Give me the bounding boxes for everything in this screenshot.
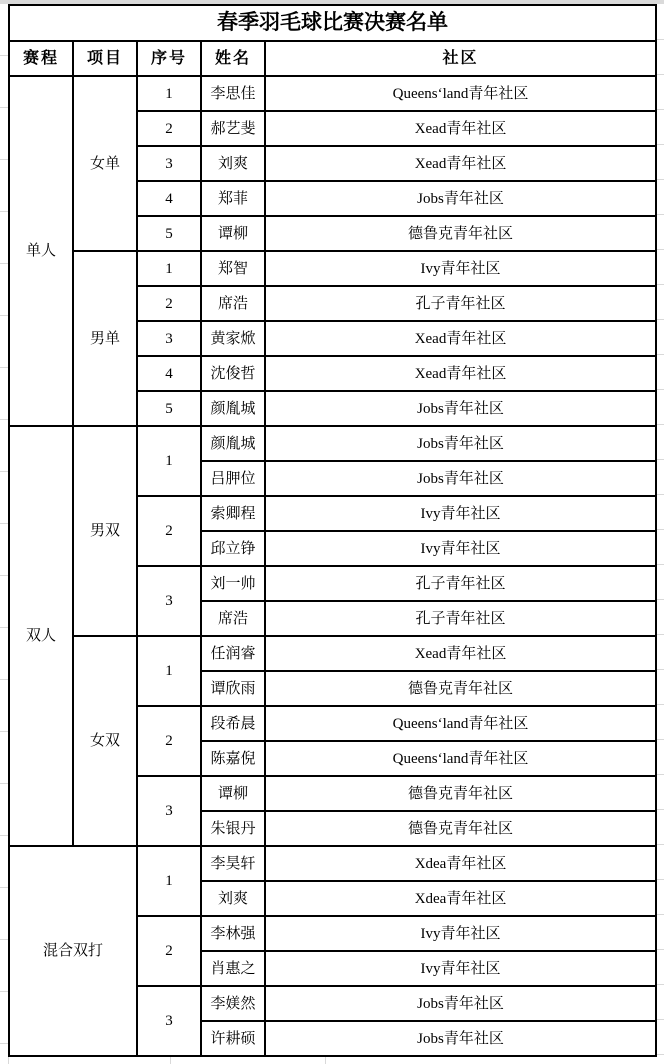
community-cell[interactable]: 孔子青年社区 (265, 566, 656, 601)
header-schedule[interactable]: 赛程 (9, 41, 73, 76)
community-cell[interactable]: Jobs青年社区 (265, 391, 656, 426)
sheet-left-gridline-strip (0, 4, 8, 1055)
no-cell[interactable]: 2 (137, 286, 201, 321)
header-community[interactable]: 社区 (265, 41, 656, 76)
community-cell[interactable]: Ivy青年社区 (265, 951, 656, 986)
no-cell[interactable]: 3 (137, 146, 201, 181)
community-cell[interactable]: Jobs青年社区 (265, 1021, 656, 1056)
header-row (9, 41, 656, 76)
community-cell[interactable]: 孔子青年社区 (265, 286, 656, 321)
no-cell[interactable]: 2 (137, 111, 201, 146)
schedule-cell[interactable]: 双人 (9, 426, 73, 846)
no-cell[interactable]: 1 (137, 426, 201, 496)
no-cell[interactable]: 1 (137, 636, 201, 706)
name-cell[interactable]: 谭柳 (201, 776, 265, 811)
no-cell[interactable]: 3 (137, 566, 201, 636)
no-cell[interactable]: 4 (137, 356, 201, 391)
name-cell[interactable]: 沈俊哲 (201, 356, 265, 391)
no-cell[interactable]: 1 (137, 76, 201, 111)
name-cell[interactable]: 索卿程 (201, 496, 265, 531)
event-cell[interactable]: 男单 (73, 251, 137, 426)
community-cell[interactable]: Jobs青年社区 (265, 461, 656, 496)
community-cell[interactable]: Queens‘land青年社区 (265, 741, 656, 776)
header-event[interactable]: 项目 (73, 41, 137, 76)
name-cell[interactable]: 李昊轩 (201, 846, 265, 881)
community-cell[interactable]: Jobs青年社区 (265, 426, 656, 461)
name-cell[interactable]: 黄家焮 (201, 321, 265, 356)
no-cell[interactable]: 3 (137, 986, 201, 1056)
name-cell[interactable]: 吕胛位 (201, 461, 265, 496)
finals-roster-table (8, 4, 657, 1057)
community-cell[interactable]: 德鲁克青年社区 (265, 776, 656, 811)
community-cell[interactable]: 孔子青年社区 (265, 601, 656, 636)
name-cell[interactable]: 席浩 (201, 601, 265, 636)
no-cell[interactable]: 2 (137, 706, 201, 776)
community-cell[interactable]: Ivy青年社区 (265, 251, 656, 286)
community-cell[interactable]: Xead青年社区 (265, 356, 656, 391)
schedule-cell[interactable]: 混合双打 (9, 846, 137, 1056)
community-cell[interactable]: Jobs青年社区 (265, 181, 656, 216)
name-cell[interactable]: 李思佳 (201, 76, 265, 111)
schedule-cell[interactable]: 单人 (9, 76, 73, 426)
no-cell[interactable]: 3 (137, 321, 201, 356)
name-cell[interactable]: 颜胤城 (201, 391, 265, 426)
no-cell[interactable]: 5 (137, 216, 201, 251)
table-row (9, 426, 656, 461)
event-cell[interactable]: 女单 (73, 76, 137, 251)
name-cell[interactable]: 任润睿 (201, 636, 265, 671)
sheet-right-gridline-strip (656, 4, 664, 1055)
name-cell[interactable]: 李媄然 (201, 986, 265, 1021)
name-cell[interactable]: 刘一帅 (201, 566, 265, 601)
name-cell[interactable]: 李林强 (201, 916, 265, 951)
name-cell[interactable]: 邱立铮 (201, 531, 265, 566)
event-cell[interactable]: 女双 (73, 636, 137, 846)
page-title[interactable]: 春季羽毛球比赛决赛名单 (9, 5, 656, 41)
event-cell[interactable]: 男双 (73, 426, 137, 636)
community-cell[interactable]: 德鲁克青年社区 (265, 671, 656, 706)
community-cell[interactable]: Xead青年社区 (265, 321, 656, 356)
name-cell[interactable]: 刘爽 (201, 146, 265, 181)
title-row (9, 5, 656, 41)
community-cell[interactable]: 德鲁克青年社区 (265, 811, 656, 846)
community-cell[interactable]: Queens‘land青年社区 (265, 76, 656, 111)
community-cell[interactable]: Xdea青年社区 (265, 881, 656, 916)
name-cell[interactable]: 郑菲 (201, 181, 265, 216)
community-cell[interactable]: Xead青年社区 (265, 636, 656, 671)
community-cell[interactable]: Jobs青年社区 (265, 986, 656, 1021)
no-cell[interactable]: 4 (137, 181, 201, 216)
table-row (9, 846, 656, 881)
name-cell[interactable]: 颜胤城 (201, 426, 265, 461)
community-cell[interactable]: Ivy青年社区 (265, 531, 656, 566)
name-cell[interactable]: 席浩 (201, 286, 265, 321)
table-row (9, 76, 656, 111)
community-cell[interactable]: Ivy青年社区 (265, 496, 656, 531)
name-cell[interactable]: 谭欣雨 (201, 671, 265, 706)
no-cell[interactable]: 1 (137, 846, 201, 916)
no-cell[interactable]: 3 (137, 776, 201, 846)
table-row (9, 636, 656, 671)
name-cell[interactable]: 谭柳 (201, 216, 265, 251)
community-cell[interactable]: Ivy青年社区 (265, 916, 656, 951)
name-cell[interactable]: 陈嘉倪 (201, 741, 265, 776)
name-cell[interactable]: 郝艺斐 (201, 111, 265, 146)
header-no[interactable]: 序号 (137, 41, 201, 76)
community-cell[interactable]: Xead青年社区 (265, 146, 656, 181)
name-cell[interactable]: 肖惠之 (201, 951, 265, 986)
table-row (9, 251, 656, 286)
name-cell[interactable]: 郑智 (201, 251, 265, 286)
community-cell[interactable]: Xdea青年社区 (265, 846, 656, 881)
no-cell[interactable]: 2 (137, 916, 201, 986)
name-cell[interactable]: 段希晨 (201, 706, 265, 741)
name-cell[interactable]: 刘爽 (201, 881, 265, 916)
community-cell[interactable]: 德鲁克青年社区 (265, 216, 656, 251)
community-cell[interactable]: Xead青年社区 (265, 111, 656, 146)
name-cell[interactable]: 许耕硕 (201, 1021, 265, 1056)
no-cell[interactable]: 2 (137, 496, 201, 566)
header-name[interactable]: 姓名 (201, 41, 265, 76)
community-cell[interactable]: Queens‘land青年社区 (265, 706, 656, 741)
no-cell[interactable]: 1 (137, 251, 201, 286)
name-cell[interactable]: 朱银丹 (201, 811, 265, 846)
no-cell[interactable]: 5 (137, 391, 201, 426)
